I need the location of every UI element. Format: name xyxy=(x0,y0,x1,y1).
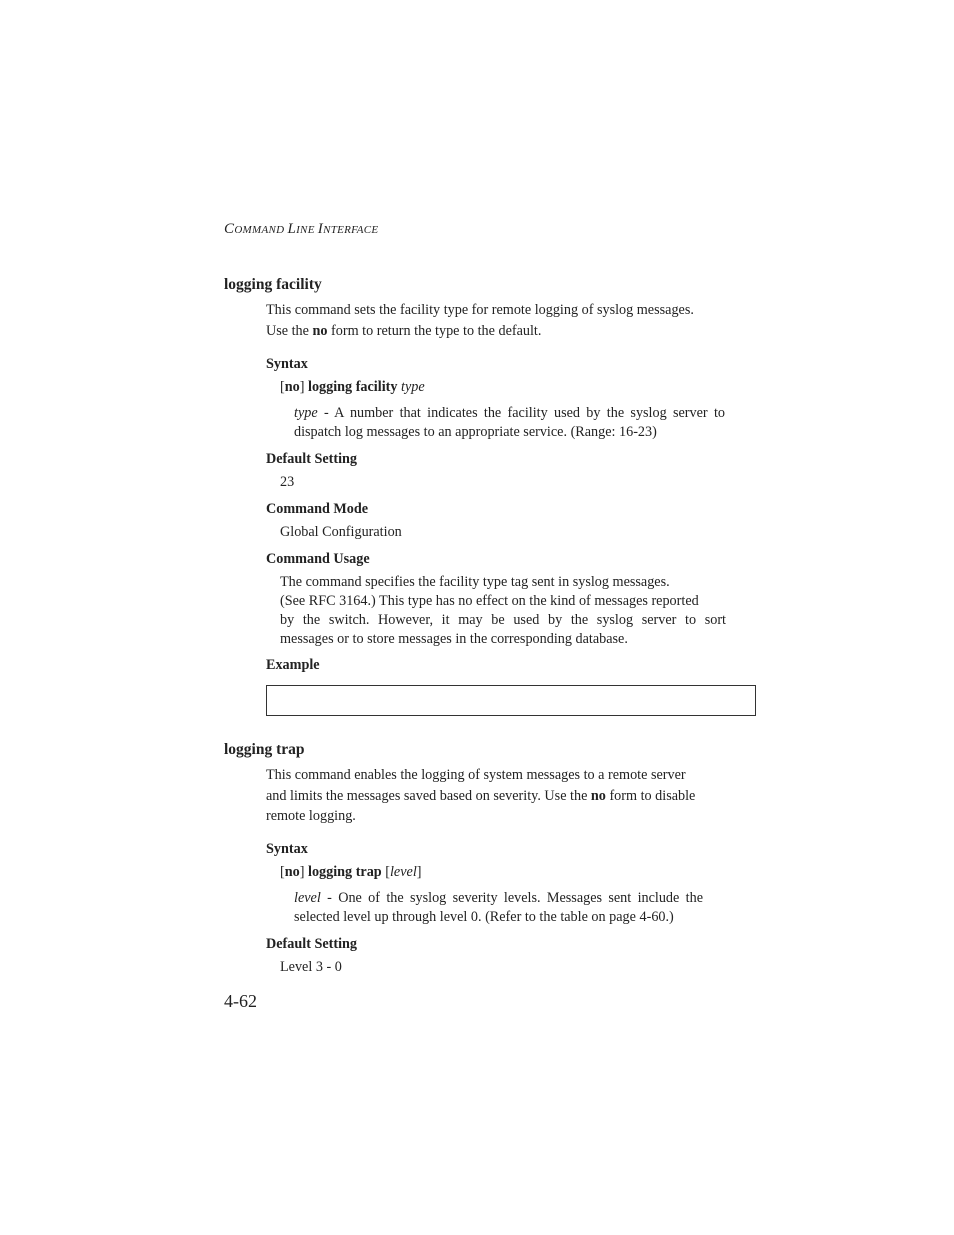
section2-description-line3: remote logging. xyxy=(266,808,356,824)
section2-description-line1: This command enables the logging of system messages to a remote server xyxy=(266,767,686,783)
section1-default-heading: Default Setting xyxy=(266,451,358,467)
section2-syntax-heading: Syntax xyxy=(266,841,308,857)
section1-parameter-description: type - A number that indicates the facility used by the syslog server to dispatch log messages to an appropriate service. (Range: 16-23) xyxy=(294,405,725,440)
section1-description-line2: Use the no form to return the type to the default. xyxy=(266,323,542,339)
section1-syntax-line: [no] logging facility type xyxy=(280,379,425,395)
section-title-logging-facility: logging facility xyxy=(224,276,322,293)
page-number: 4-62 xyxy=(224,991,257,1011)
section2-default-value: Level 3 - 0 xyxy=(280,959,342,975)
section2-syntax-line: [no] logging trap [level] xyxy=(280,864,422,880)
section2-description-line2: and limits the messages saved based on severity. Use the no form to disable xyxy=(266,788,696,804)
example-code-box xyxy=(266,685,756,716)
section1-example-heading: Example xyxy=(266,657,320,673)
section2-default-heading: Default Setting xyxy=(266,936,358,952)
running-header: COMMAND LINE INTERFACE xyxy=(224,221,379,237)
section1-usage-heading: Command Usage xyxy=(266,551,370,567)
section1-description-line1: This command sets the facility type for remote logging of syslog messages. xyxy=(266,302,694,318)
section1-default-value: 23 xyxy=(280,474,295,490)
section2-parameter-description: level - One of the syslog severity levels. Messages sent include the selected level up through level 0. (Refer to the table on page 4-60.) xyxy=(294,890,703,925)
section1-usage-text: The command specifies the facility type tag sent in syslog messages. (See RFC 3164.) This type has no effect on the kind of messages reported by the switch. However, it may be used by the syslog server to sort messages or to store messages in the corresponding database. xyxy=(280,574,726,647)
section1-mode-value: Global Configuration xyxy=(280,524,402,540)
section1-syntax-heading: Syntax xyxy=(266,356,308,372)
section1-mode-heading: Command Mode xyxy=(266,501,369,517)
section-title-logging-trap: logging trap xyxy=(224,741,305,758)
